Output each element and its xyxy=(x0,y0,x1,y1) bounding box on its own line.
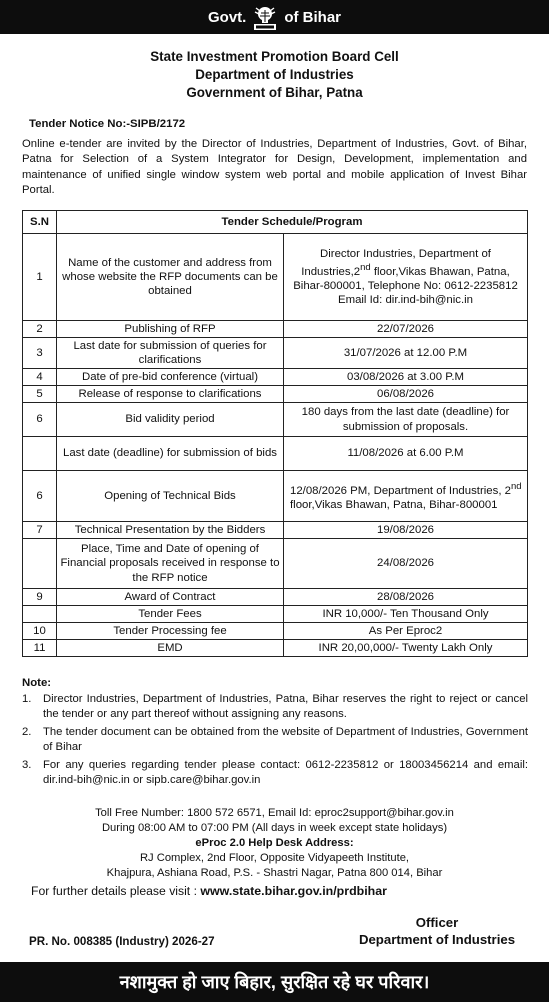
row-item: Award of Contract xyxy=(57,589,284,606)
row-value-address: Director Industries, Department of Industries,2 xyxy=(301,247,491,278)
notes-list xyxy=(22,692,528,792)
row-sn: 5 xyxy=(23,386,57,403)
row-sn: 9 xyxy=(23,589,57,606)
table-row xyxy=(23,623,528,640)
table-row xyxy=(23,437,528,471)
table-row xyxy=(23,589,528,606)
row-item: Release of response to clarifications xyxy=(57,386,284,403)
row-sn xyxy=(23,606,57,623)
row-value-sup: nd xyxy=(510,480,522,492)
row-sn: 2 xyxy=(23,321,57,338)
list-item xyxy=(22,725,528,754)
table-row xyxy=(23,403,528,437)
row-sn xyxy=(23,539,57,589)
note-number: 2. xyxy=(22,726,32,739)
tender-notice-number: Tender Notice No:-SIPB/2172 xyxy=(29,118,186,130)
notes-title: Note: xyxy=(22,677,52,689)
signature-department: Department of Industries xyxy=(358,932,516,947)
row-value: 03/08/2026 at 3.00 P.M xyxy=(284,369,528,386)
state-emblem-icon xyxy=(252,4,278,31)
further-details-label: For further details please visit : xyxy=(31,884,197,898)
row-sn: 7 xyxy=(23,522,57,539)
header-line-government: Government of Bihar, Patna xyxy=(186,85,363,100)
row-item: Tender Processing fee xyxy=(57,623,284,640)
note-text: For any queries regarding tender please contact: 0612-2235812 or 18003456214 and email: dir.ind-bih@nic.in or sipb.care@bihar.gov.in xyxy=(43,759,528,786)
row-value: As Per Eproc2 xyxy=(284,623,528,640)
signature-officer: Officer xyxy=(415,915,459,930)
table-row xyxy=(23,369,528,386)
row-item: Date of pre-bid conference (virtual) xyxy=(57,369,284,386)
row-value: 28/08/2026 xyxy=(284,589,528,606)
footer-slogan: नशामुक्त हो जाए बिहार, सुरक्षित रहे घर परिवार। xyxy=(0,962,549,1002)
row-sn: 4 xyxy=(23,369,57,386)
header-line-sipb: State Investment Promotion Board Cell xyxy=(150,49,399,64)
row-sn: 1 xyxy=(23,234,57,321)
helpdesk-hours: During 08:00 AM to 07:00 PM (All days in week except state holidays) xyxy=(101,822,448,834)
note-number: 1. xyxy=(22,693,32,705)
row-item: Tender Fees xyxy=(57,606,284,623)
tender-schedule-table xyxy=(22,210,528,657)
row-sn xyxy=(23,437,57,471)
table-row xyxy=(23,539,528,589)
row-item: Place, Time and Date of opening of Financial proposals received in response to the RFP notice xyxy=(57,539,284,589)
table-row xyxy=(23,606,528,623)
row-value xyxy=(284,471,528,522)
row-value: 11/08/2026 at 6.00 P.M xyxy=(284,437,528,471)
pr-number: PR. No. 008385 (Industry) 2026-27 xyxy=(29,935,215,948)
row-value-address-cont: floor,Vikas Bhawan, Patna, Bihar-800001, Telephone No: 0612-2235812 xyxy=(293,265,518,292)
row-item: Last date (deadline) for submission of bids xyxy=(57,437,284,471)
list-item xyxy=(22,758,528,787)
row-value: 06/08/2026 xyxy=(284,386,528,403)
row-sn: 10 xyxy=(23,623,57,640)
table-row xyxy=(23,234,528,321)
row-item: Last date for submission of queries for clarifications xyxy=(57,338,284,369)
row-value: INR 20,00,000/- Twenty Lakh Only xyxy=(284,640,528,657)
row-value xyxy=(284,234,528,321)
row-sn: 11 xyxy=(23,640,57,657)
table-row xyxy=(23,338,528,369)
row-value: 24/08/2026 xyxy=(284,539,528,589)
helpdesk-address-line1: RJ Complex, 2nd Floor, Opposite Vidyapeeth Institute, xyxy=(139,852,410,864)
row-sn: 6 xyxy=(23,403,57,437)
row-value: 22/07/2026 xyxy=(284,321,528,338)
table-row xyxy=(23,640,528,657)
header-sn: S.N xyxy=(23,211,57,234)
row-item: Name of the customer and address from whose website the RFP documents can be obtained xyxy=(57,234,284,321)
note-number: 3. xyxy=(22,759,32,772)
row-value-text: 12/08/2026 PM, Department of Industries, 2 xyxy=(290,484,511,497)
header-line-department: Department of Industries xyxy=(195,67,354,82)
row-sn: 6 xyxy=(23,471,57,522)
banner-govt-text: Govt. xyxy=(207,8,247,26)
row-value: 31/07/2026 at 12.00 P.M xyxy=(284,338,528,369)
top-banner xyxy=(0,0,549,34)
table-header-row xyxy=(23,211,528,234)
row-value-text-cont: floor,Vikas Bhawan, Patna, Bihar-800001 xyxy=(290,498,498,511)
row-value: INR 10,000/- Ten Thousand Only xyxy=(284,606,528,623)
row-value-sup: nd xyxy=(360,261,371,273)
header-schedule-title: Tender Schedule/Program xyxy=(57,211,528,234)
helpdesk-address-line2: Khajpura, Ashiana Road, P.S. - Shastri Nagar, Patna 800 014, Bihar xyxy=(106,867,443,879)
table-row xyxy=(23,471,528,522)
helpdesk-address-title: eProc 2.0 Help Desk Address: xyxy=(195,837,354,849)
table-row xyxy=(23,386,528,403)
row-item: Publishing of RFP xyxy=(57,321,284,338)
helpdesk-toll-free: Toll Free Number: 1800 572 6571, Email Id: eproc2support@bihar.gov.in xyxy=(95,807,454,819)
note-text: Director Industries, Department of Industries, Patna, Bihar reserves the right to reject or cancel the tender or any part thereof without assigning any reasons. xyxy=(43,693,528,720)
row-item: Opening of Technical Bids xyxy=(57,471,284,522)
row-sn: 3 xyxy=(23,338,57,369)
banner-bihar-text: of Bihar xyxy=(284,8,341,26)
note-text: The tender document can be obtained from the website of Department of Industries, Government of Bihar xyxy=(43,726,528,753)
row-value: 19/08/2026 xyxy=(284,522,528,539)
table-row xyxy=(23,522,528,539)
intro-paragraph: Online e-tender are invited by the Director of Industries, Department of Industries, Govt. of Bihar, Patna for Selection of a System Integrator for Design, Development, implementation and maintenance of unified single window system web portal and mobile application of Invest Bihar Portal. xyxy=(22,138,527,197)
row-item: Bid validity period xyxy=(57,403,284,437)
list-item xyxy=(22,692,528,721)
row-item: EMD xyxy=(57,640,284,657)
further-details-url[interactable]: www.state.bihar.gov.in/prdbihar xyxy=(200,884,387,898)
table-row xyxy=(23,321,528,338)
row-value-email: Email Id: dir.ind-bih@nic.in xyxy=(337,294,474,307)
further-details xyxy=(31,884,387,898)
row-item: Technical Presentation by the Bidders xyxy=(57,522,284,539)
row-value: 180 days from the last date (deadline) for submission of proposals. xyxy=(284,403,528,437)
signature-block xyxy=(342,914,532,948)
